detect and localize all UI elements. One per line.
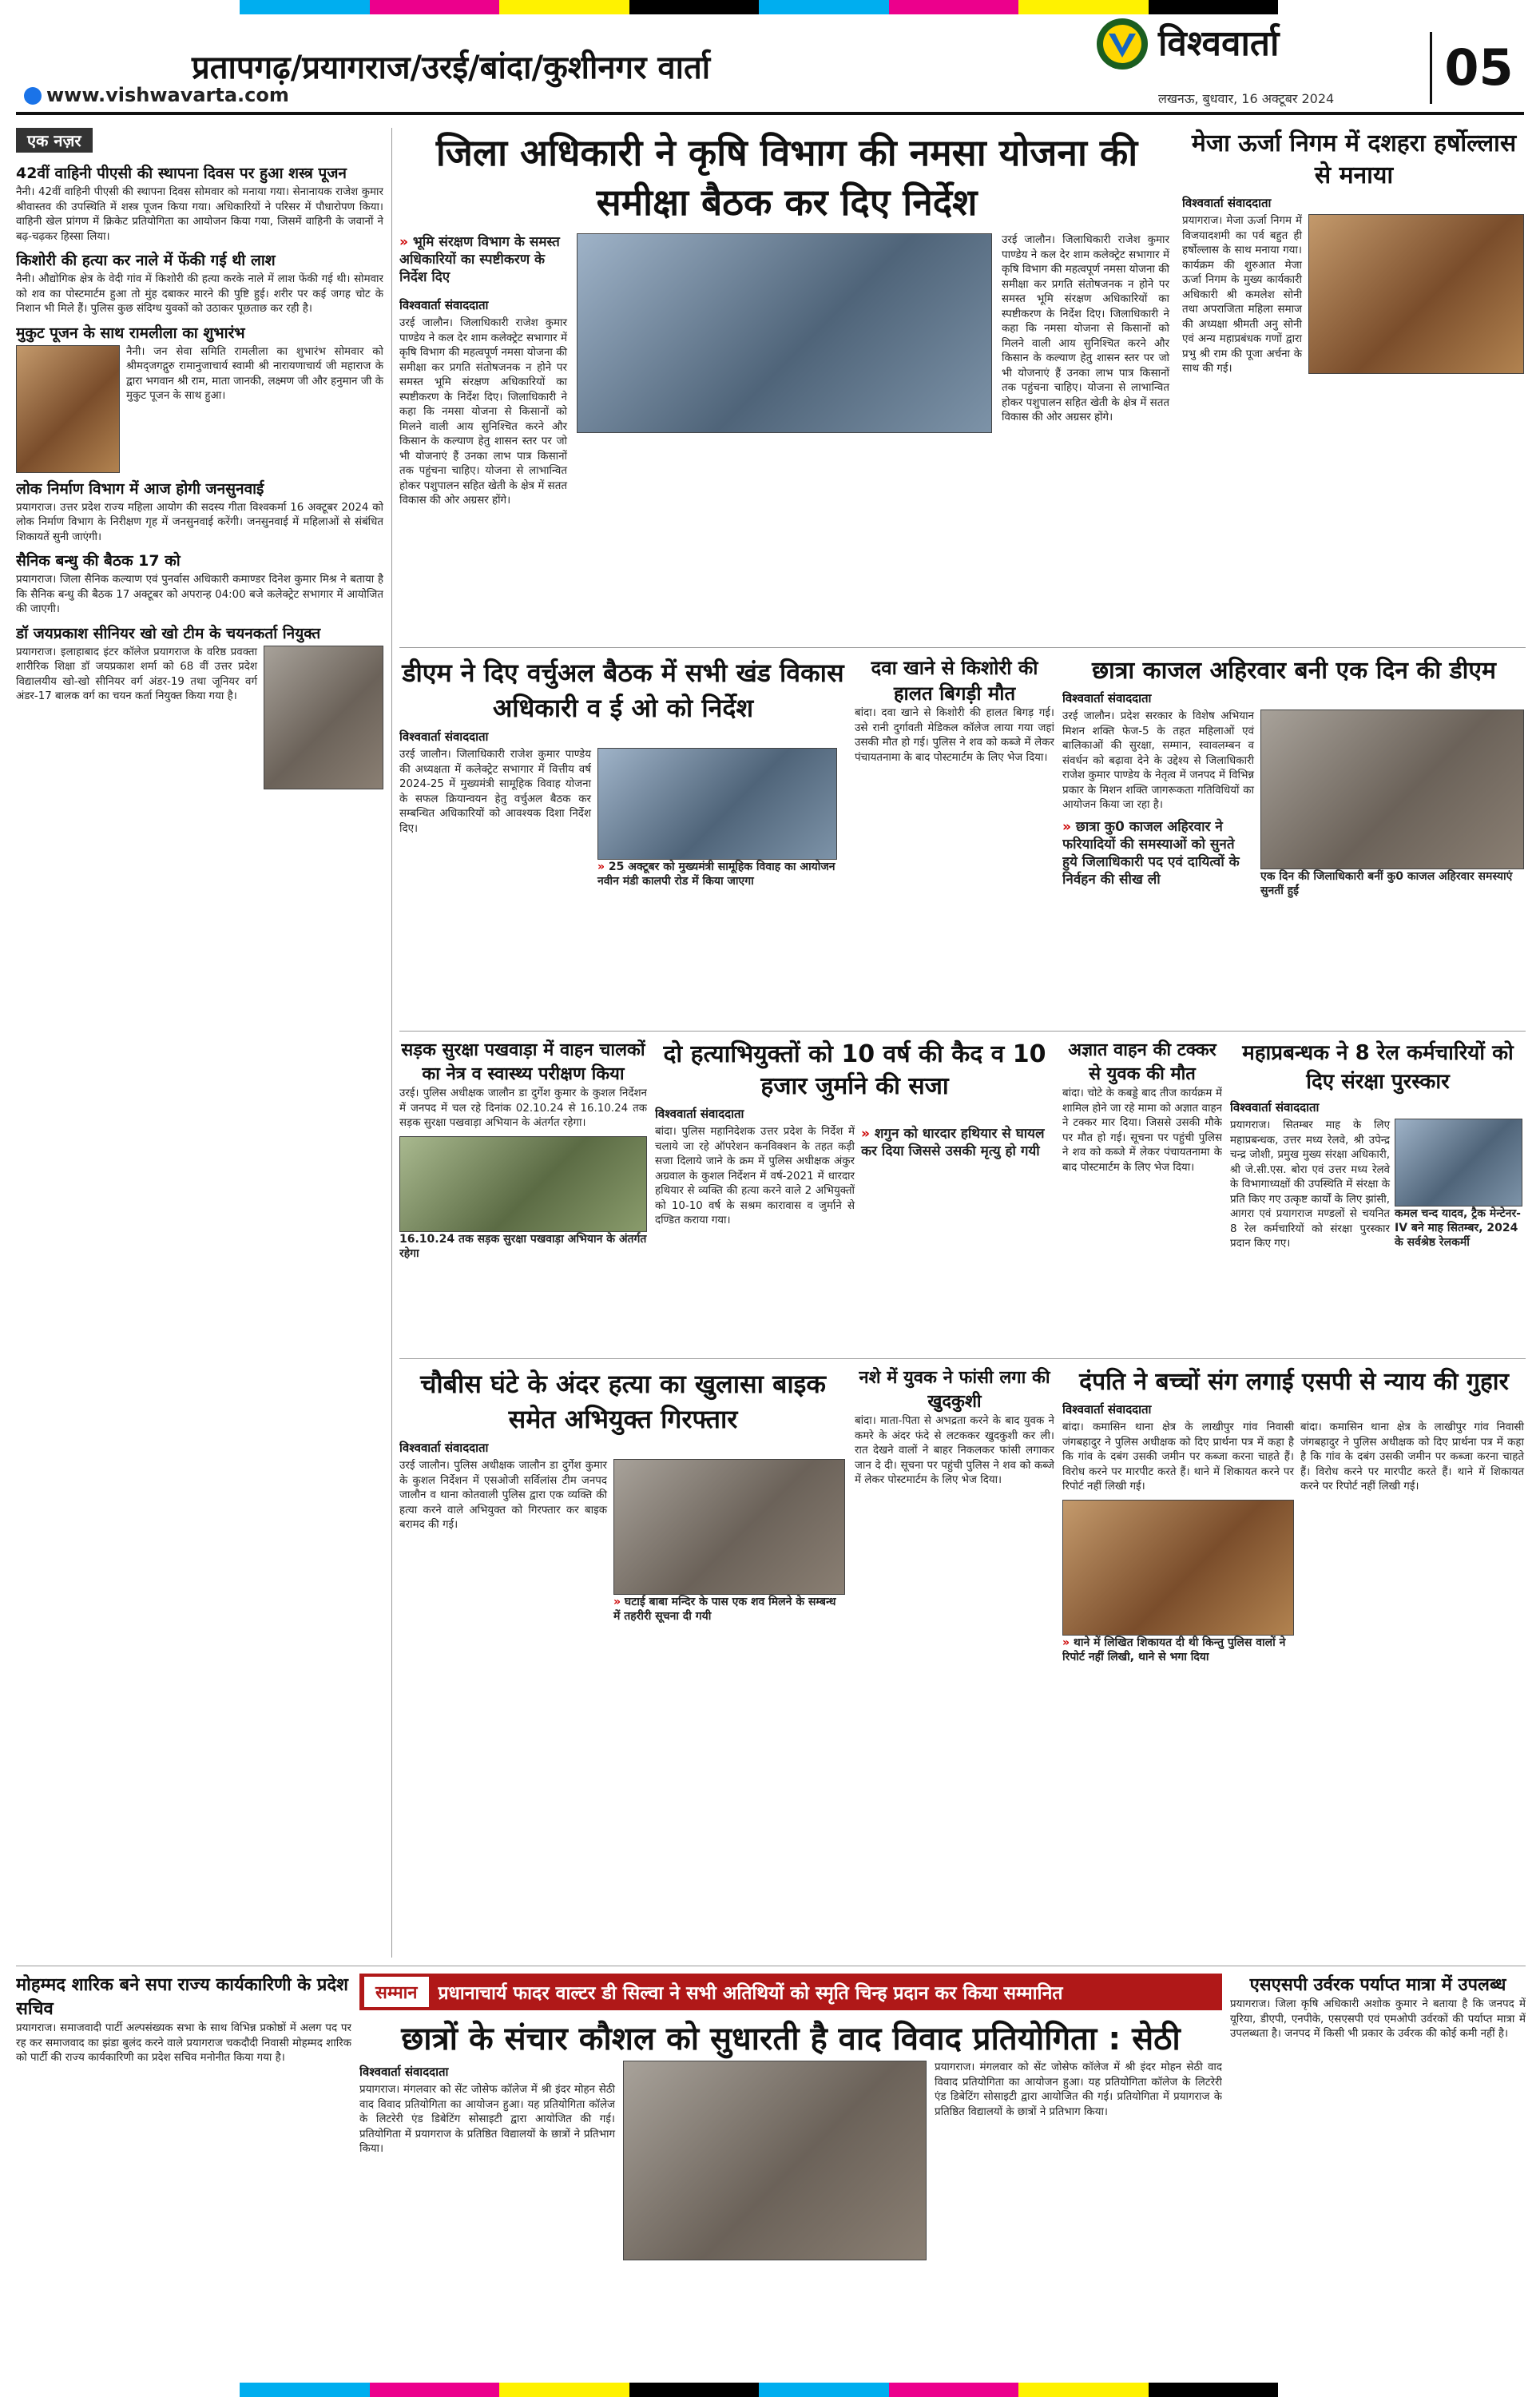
dm-headline: डीएम ने दिए वर्चुअल बैठक में सभी खंड विकास अधिकारी व ई ओ को निर्देश: [402, 658, 844, 723]
meja-byline: विश्ववार्ता संवाददाता: [1182, 196, 1272, 210]
row-divider: [399, 647, 1526, 648]
meja-headline: मेजा ऊर्जा निगम में दशहरा हर्षोल्लास से मनाया: [1191, 129, 1517, 189]
brief-headline: मुकुट पूजन के साथ रामलीला का शुभारंभ: [16, 324, 245, 342]
chaubees-photo: [613, 1459, 845, 1595]
chaubees-byline: विश्ववार्ता संवाददाता: [399, 1441, 489, 1455]
hatya-body: बांदा। पुलिस महानिदेशक उत्तर प्रदेश के निर्देश में चलाये जा रहे ऑपरेशन कनविक्शन के तहत कड़ी सजा दिलाये जाने के क्रम में पुलिस अधीक्षक अंकुर अग्रवाल के कुशल निर्देशन में वर्ष-2021 में धारदार हथियार से व्यक्ति की हत्या करने वाले 2 अभियुक्तों को 10-10 वर्ष के सश्रम कारावास व जुर्माने से दण्डित कराया गया।: [655, 1126, 855, 1226]
brand-block: [1094, 16, 1414, 104]
rail-award-photo: [1395, 1119, 1522, 1206]
hatya-headline: दो हत्याभियुक्तों को 10 वर्ष की कैद व 10 हजार जुर्माने की सजा: [663, 1040, 1046, 1100]
kajal-headline: छात्रा काजल अहिरवार बनी एक दिन की डीएम: [1092, 657, 1496, 685]
agyat-headline: अज्ञात वाहन की टक्कर से युवक की मौत: [1068, 1040, 1217, 1084]
dm-meeting-photo: [597, 748, 837, 860]
debate-body: प्रयागराज। मंगलवार को सेंट जोसेफ कॉलेज में श्री इंदर मोहन सेठी वाद विवाद प्रतियोगिता का आयोजन हुआ। यह प्रतियोगिता कॉलेज के लिटरेरी एंड डिबेटिंग सोसाइटी द्वारा आयोजित की गई। प्रतियोगिता में प्रयागराज के प्रतिष्ठित विद्यालयों के छात्रों ने प्रतिभाग किया।: [359, 2084, 615, 2155]
road-headline: सड़क सुरक्षा पखवाड़ा में वाहन चालकों का नेत्र व स्वास्थ्य परीक्षण किया: [401, 1040, 645, 1084]
rail-headline: महाप्रबन्धक ने 8 रेल कर्मचारियों को दिए संरक्षा पुरस्कार: [1242, 1041, 1514, 1094]
rail-caption: कमल चन्द यादव, ट्रैक मेन्टेनर-IV बने माह सितम्बर, 2024 के सर्वश्रेष्ठ रेलकर्मी: [1395, 1207, 1521, 1249]
globe-icon: [24, 87, 42, 105]
hatya-byline: विश्ववार्ता संवाददाता: [655, 1107, 744, 1121]
brief-body: नैनी। 42वीं वाहिनी पीएसी की स्थापना दिवस सोमवार को मनाया गया। सेनानायक राजेश कुमार श्रीवास्तव की उपस्थिति में शस्त्र पूजन किया गया। अधिकारियों ने परिसर में पौधारोपण किया। वाहिनी खेल प्रांगण में क्रिकेट प्रतियोगिता का आयोजन किया गया, जिसमें वाहिनी के जवानों ने बढ़-चढ़कर हिस्सा लिया।: [16, 186, 383, 243]
brief-body: नैनी। औद्योगिक क्षेत्र के वेदी गांव में किशोरी की हत्या करके नाले में लाश फेंकी गई थी। सोमवार को शव का पोस्टमार्टम हुआ तो मुंह दबाकर मारने की पुष्टि हुई। शरीर पर कई जगह चोट के निशान भी मिले हैं। पुलिस कुछ संदिग्ध युवकों को उठाकर पूछताछ कर रही है।: [16, 273, 383, 315]
sp-caption: » थाने में लिखित शिकायत दी थी किन्तु पुलिस वालों ने रिपोर्ट नहीं लिखी, थाने से भगा दिया: [1062, 1636, 1286, 1664]
rail-story: [1230, 1039, 1526, 1350]
lead-headline: जिला अधिकारी ने कृषि विभाग की नमसा योजना की समीक्षा बैठक कर दिए निर्देश: [435, 131, 1138, 224]
debate-body-continued: प्रयागराज। मंगलवार को सेंट जोसेफ कॉलेज में श्री इंदर मोहन सेठी वाद विवाद प्रतियोगिता का आयोजन हुआ। यह प्रतियोगिता कॉलेज के लिटरेरी एंड डिबेटिंग सोसाइटी द्वारा आयोजित की गई। प्रतियोगिता में प्रयागराज के प्रतिष्ठित विद्यालयों के छात्रों ने प्रतिभाग किया।: [935, 2061, 1222, 2118]
sharik-body: प्रयागराज। समाजवादी पार्टी अल्पसंख्यक सभा के साथ विभिन्न प्रकोष्ठों में अलग पद पर रह कर समाजवाद का झंडा बुलंद करने वाले प्रयागराज चकदौदी निवासी मोहम्मद शारिक को पार्टी की राज्य कार्यकारिणी का प्रदेश सचिव मनोनीत किया गया है।: [16, 2022, 351, 2064]
rail-body: प्रयागराज। सितम्बर माह के लिए महाप्रबन्धक, उत्तर मध्य रेलवे, श्री उपेन्द्र चन्द्र जोशी, प्रमुख मुख्य संरक्षा अधिकारी, श्री जे.सी.एस. बोरा एवं उत्तर मध्य रेलवे के विभागाध्यक्षों की उपस्थिति में संरक्षा के प्रति किए गए उत्कृष्ट कार्यों के लिए झांसी, आगरा एवं प्रयागराज मण्डलों से चयनित 8 रेल कर्मचारियों को संरक्षा पुरस्कार प्रदान किए गए।: [1230, 1119, 1390, 1250]
kajal-pull-quote: » छात्रा कु0 काजल अहिरवार ने फरियादियों की समस्याओं को सुनते हुये जिलाधिकारी पद एवं दायित्वों के निर्वहन की सीख ली: [1062, 818, 1240, 888]
lead-meeting-photo: [577, 233, 992, 433]
hatya-story: [655, 1039, 1054, 1350]
samman-banner: [359, 1974, 1222, 2010]
chaubees-headline: चौबीस घंटे के अंदर हत्या का खुलासा बाइक समेत अभियुक्त गिरफ्तार: [420, 1369, 826, 1434]
brief-item: [16, 478, 383, 546]
road-safety-photo: [399, 1136, 647, 1232]
registration-color-bar: [240, 2383, 1278, 2397]
meja-story: [1182, 128, 1526, 639]
debate-headline: छात्रों के संचार कौशल को सुधारती है वाद विवाद प्रतियोगिता : सेठी: [401, 2021, 1181, 2057]
nashe-headline: नशे में युवक ने फांसी लगा की खुदकुशी: [859, 1368, 1050, 1412]
samman-text: प्रधानाचार्य फादर वाल्टर डी सिल्वा ने सभी अतिथियों को स्मृति चिन्ह प्रदान कर किया सम्मानित: [438, 1983, 1063, 2004]
bottom-right-story: [1230, 1974, 1526, 2373]
brief-body: प्रयागराज। उत्तर प्रदेश राज्य महिला आयोग की सदस्य गीता विश्वकर्मा 16 अक्टूबर 2024 को लोक निर्माण विभाग के निरीक्षण गृह में जनसुनवाई करेंगी। जनसुनवाई में महिलाओं से संबंधित शिकायतें सुनी जाएंगी।: [16, 501, 383, 543]
dm-caption: » 25 अक्टूबर को मुख्यमंत्री सामूहिक विवाह का आयोजन नवीन मंडी कालपी रोड में किया जाएगा: [597, 861, 835, 888]
masthead: [0, 0, 1540, 112]
lead-body-continued: उरई जालौन। जिलाधिकारी राजेश कुमार पाण्डेय ने कल देर शाम कलेक्ट्रेट सभागार में कृषि विभाग की महत्वपूर्ण नमसा योजना की समीक्षा कर प्रगति संतोषजनक न होने पर समस्त भूमि संरक्षण अधिकारियों का स्पष्टीकरण के निर्देश दिए। जिलाधिकारी ने कहा कि नमसा योजना से किसानों को मिलने वाली आय सुनिश्चित करने और किसान के कल्याण हेतु शासन स्तर पर जो भी योजनाएं हैं उनका लाभ पात्र किसानों तक पहुंचना चाहिए। योजना से लाभान्वित होकर पशुपालन सहित खेती के क्षेत्र में सतत विकास की ओर अग्रसर होंगे।: [1002, 234, 1169, 423]
hatya-pull-quote: » शगुन को धारदार हथियार से घायल कर दिया जिससे उसकी मृत्यु हो गयी: [861, 1126, 1045, 1159]
sp-family-photo: [1062, 1500, 1294, 1636]
lead-byline: विश्ववार्ता संवाददाता: [399, 298, 489, 312]
brief-headline: लोक निर्माण विभाग में आज होगी जनसुनवाई: [16, 479, 264, 498]
sp-body: बांदा। कमासिन थाना क्षेत्र के लाखीपुर गांव निवासी जंगबहादुर ने पुलिस अधीक्षक को दिए प्रार्थना पत्र में कहा है कि गांव के दबंग उसकी जमीन पर कब्जा करना चाहते हैं। विरोध करने पर मारपीट करते हैं। थाने में शिकायत करने पर रिपोर्ट नहीं लिखी गई।: [1062, 1421, 1294, 1493]
row-divider: [399, 1031, 1526, 1032]
debate-byline: विश्ववार्ता संवाददाता: [359, 2065, 449, 2079]
urvarak-headline: एसएसपी उर्वरक पर्याप्त मात्रा में उपलब्ध: [1249, 1975, 1506, 1995]
meja-dussehra-photo: [1308, 214, 1524, 374]
sp-headline: दंपति ने बच्चों संग लगाई एसपी से न्याय की गुहार: [1079, 1368, 1509, 1396]
ramleela-photo: [16, 345, 120, 473]
brief-headline: सैनिक बन्धु की बैठक 17 को: [16, 552, 181, 570]
brief-item: [16, 322, 383, 473]
chaubees-caption: » घटाई बाबा मन्दिर के पास एक शव मिलने के सम्बन्ध में तहरीरी सूचना दी गयी: [613, 1596, 836, 1623]
jayprakash-photo: [264, 646, 383, 789]
agyat-body: बांदा। चोटे के कबड्डे बाद तीज कार्यक्रम में शामिल होने जा रहे मामा को अज्ञात वाहन ने टक्कर मार दिया। जिससे उसकी मौके पर मौत हो गई। सूचना पर पहुंची पुलिस ने शव को कब्जे में लेकर पंचायतनामा के बाद पोस्टमार्टम के लिए भेज दिया।: [1062, 1087, 1222, 1174]
place-date: लखनऊ, बुधवार, 16 अक्टूबर 2024: [1158, 91, 1335, 106]
kajal-photo: [1260, 710, 1524, 869]
column-divider: [391, 128, 392, 1958]
dawa-body: बांदा। दवा खाने से किशोरी की हालत बिगड़ गई। उसे रानी दुर्गावती मेडिकल कॉलेज लाया गया जहां उसकी मौत हो गई। पुलिस ने शव को कब्जे में लेकर पंचायतनामा के बाद पोस्टमार्टम के लिए भेज दिया।: [855, 707, 1054, 764]
chaubees-body: उरई जालौन। पुलिस अधीक्षक जालौन डा दुर्गेश कुमार के कुशल निर्देशन में एसओजी सर्विलांस टीम जनपद जालौन व थाना कोतवाली पुलिस द्वारा एक व्यक्ति की हत्या करने वाले अभियुक्त को गिरफ्तार कर बाइक बरामद की गई।: [399, 1460, 607, 1531]
nashe-story: [855, 1366, 1054, 1958]
brief-body: नैनी। जन सेवा समिति रामलीला का शुभारंभ सोमवार को श्रीमद्जगद्गुरु रामानुजाचार्य स्वामी श्री नारायणाचार्य जी महाराज के द्वारा भगवान श्री राम, माता जानकी, लक्ष्मण जी और हनुमान जी के मुकुट पूजन के साथ हुआ।: [126, 345, 383, 402]
vishwavarta-logo-icon: [1094, 16, 1150, 72]
dawa-story: [855, 655, 1054, 1023]
brief-body: प्रयागराज। जिला सैनिक कल्याण एवं पुनर्वास अधिकारी कमाण्डर दिनेश कुमार मिश्र ने बताया है कि सैनिक बन्धु की बैठक 17 अक्टूबर को अपरान्ह 04:00 बजे कलेक्ट्रेट सभागार में आयोजित की जाएगी।: [16, 574, 383, 615]
brief-body: प्रयागराज। इलाहाबाद इंटर कॉलेज प्रयागराज के वरिष्ठ प्रवक्ता शारीरिक शिक्षा डॉ जयप्रकाश शर्मा को 68 वीं उत्तर प्रदेश विद्यालयीय खो-खो सीनियर वर्ग अंडर-19 तथा जूनियर वर्ग अंडर-17 बालक वर्ग का चयन कर्ता नियुक्त किया गया है।: [16, 646, 257, 702]
brand-name: विश्ववार्ता: [1158, 23, 1280, 64]
road-caption: 16.10.24 तक सड़क सुरक्षा पखवाड़ा अभियान के अंतर्गत रहेगा: [399, 1232, 647, 1260]
sp-byline: विश्ववार्ता संवाददाता: [1062, 1402, 1152, 1417]
meja-body: प्रयागराज। मेजा ऊर्जा निगम में विजयादशमी का पर्व बहुत ही हर्षोल्लास के साथ मनाया गया। कार्यक्रम की शुरुआत मेजा ऊर्जा निगम के मुख्य कार्यकारी अधिकारी श्री कमलेश सोनी तथा अपराजिता महिला समाज की अध्यक्षा श्रीमती अनु सोनी एवं अन्य महाप्रबंधक गणों द्वारा प्रभु श्री राम की पूजा अर्चना के साथ की गई।: [1182, 215, 1302, 375]
brief-item: [16, 162, 383, 244]
brief-item: [16, 550, 383, 618]
brief-headline: 42वीं वाहिनी पीएसी की स्थापना दिवस पर हुआ शस्त्र पूजन: [16, 165, 347, 182]
road-body: उरई। पुलिस अधीक्षक जालौन डा दुर्गेश कुमार के कुशल निर्देशन में जनपद में चल रहे दिनांक 02.10.24 से 16.10.24 तक सड़क सुरक्षा पखवाड़ा अभियान के अंतर्गत रहेगा।: [399, 1087, 647, 1129]
left-brief-column: [16, 128, 383, 1958]
lead-body: उरई जालौन। जिलाधिकारी राजेश कुमार पाण्डेय ने कल देर शाम कलेक्ट्रेट सभागार में कृषि विभाग की महत्वपूर्ण नमसा योजना की समीक्षा कर प्रगति संतोषजनक न होने पर समस्त भूमि संरक्षण अधिकारियों का स्पष्टीकरण के निर्देश दिए। जिलाधिकारी ने कहा कि नमसा योजना से किसानों को मिलने वाली आय सुनिश्चित करने और किसान के कल्याण हेतु शासन स्तर पर जो भी योजनाएं हैं उनका लाभ पात्र किसानों तक पहुंचना चाहिए। योजना से लाभान्वित होकर पशुपालन सहित खेती के क्षेत्र में सतत विकास की ओर अग्रसर होंगे।: [399, 317, 567, 507]
kajal-body: उरई जालौन। प्रदेश सरकार के विशेष अभियान मिशन शक्ति फेज-5 के तहत महिलाओं एवं बालिकाओं की सुरक्षा, सम्मान, स्वावलम्बन व संवर्धन को बढ़ावा देने के उद्देश्य से जिलाधिकारी राजेश कुमार पाण्डेय के नेतृत्व में जनपद में विभिन्न प्रकार के मिशन शक्ति जागरूकता गतिविधियों का आयोजन किया जा रहा है।: [1062, 710, 1254, 811]
ek-nazar-label: एक नज़र: [16, 128, 93, 153]
brief-headline: डॉ जयप्रकाश सीनियर खो खो टीम के चयनकर्ता नियुक्त: [16, 624, 321, 642]
chaubees-story: [399, 1366, 847, 1958]
website-text: www.vishwavarta.com: [46, 84, 289, 106]
row-divider: [399, 1358, 1526, 1359]
dm-body: उरई जालौन। जिलाधिकारी राजेश कुमार पाण्डेय की अध्यक्षता में कलेक्ट्रेट सभागार में वित्तीय वर्ष 2024-25 में मुख्यमंत्री सामूहिक विवाह योजना के सफल क्रियान्वयन हेतु वर्चुअल बैठक कर सम्बन्धित अधिकारियों को आवश्यक दिशा निर्देश दिए।: [399, 749, 591, 835]
lead-story: [399, 128, 1174, 639]
samman-tag: सम्मान: [364, 1977, 429, 2007]
section-title: प्रतापगढ़/प्रयागराज/उरई/बांदा/कुशीनगर वार्ता: [192, 50, 711, 86]
road-safety-story: [399, 1039, 647, 1350]
kajal-caption: एक दिन की जिलाधिकारी बनीं कु0 काजल अहिरवार समस्याएं सुनतीं हुईं: [1260, 870, 1513, 897]
urvarak-body: प्रयागराज। जिला कृषि अधिकारी अशोक कुमार ने बताया है कि जनपद में यूरिया, डीएपी, एनपीके, एसएसपी एवं एमओपी उर्वरकों की पर्याप्त मात्रा में उपलब्धता है। जनपद में किसी भी प्रकार के उर्वरक की कोई कमी नहीं है।: [1230, 1998, 1526, 2040]
sharik-headline: मोहम्मद शारिक बने सपा राज्य कार्यकारिणी के प्रदेश सचिव: [16, 1975, 348, 2019]
page-number: 05: [1430, 32, 1526, 104]
kajal-story: [1062, 655, 1526, 1031]
agyat-story: [1062, 1039, 1222, 1350]
sp-story: [1062, 1366, 1526, 1958]
brief-headline: किशोरी की हत्या कर नाले में फेंकी गई थी लाश: [16, 252, 276, 269]
lead-pull-quote: » भूमि संरक्षण विभाग के समस्त अधिकारियों का स्पष्टीकरण के निर्देश दिए: [399, 234, 560, 285]
dawa-headline: दवा खाने से किशोरी की हालत बिगड़ी मौत: [871, 657, 1038, 705]
bottom-left-story: [16, 1974, 351, 2373]
dm-story: [399, 655, 847, 1023]
kajal-byline: विश्ववार्ता संवाददाता: [1062, 691, 1152, 706]
website-link[interactable]: [24, 84, 289, 106]
debate-award-photo: [623, 2061, 927, 2260]
nashe-body: बांदा। माता-पिता से अभद्रता करने के बाद युवक ने कमरे के अंदर फंदे से लटककर खुदकुशी कर ली। रात देखने वालों ने बाहर निकलकर फांसी लगाकर जान दे दी। सूचना पर पहुंची पुलिस ने शव को कब्जे में लेकर पोस्टमार्टम के लिए भेज दिया।: [855, 1415, 1054, 1486]
rail-byline: विश्ववार्ता संवाददाता: [1230, 1100, 1320, 1115]
sp-body-continued: बांदा। कमासिन थाना क्षेत्र के लाखीपुर गांव निवासी जंगबहादुर ने पुलिस अधीक्षक को दिए प्रार्थना पत्र में कहा है कि गांव के दबंग उसकी जमीन पर कब्जा करना चाहते हैं। विरोध करने पर मारपीट करते हैं। थाने में शिकायत करने पर रिपोर्ट नहीं लिखी गई।: [1300, 1421, 1524, 1493]
bottom-lead-story: [359, 2017, 1222, 2377]
brief-item: [16, 249, 383, 317]
dm-byline: विश्ववार्ता संवाददाता: [399, 729, 489, 744]
brief-item: [16, 622, 383, 789]
masthead-rule: [16, 112, 1524, 115]
